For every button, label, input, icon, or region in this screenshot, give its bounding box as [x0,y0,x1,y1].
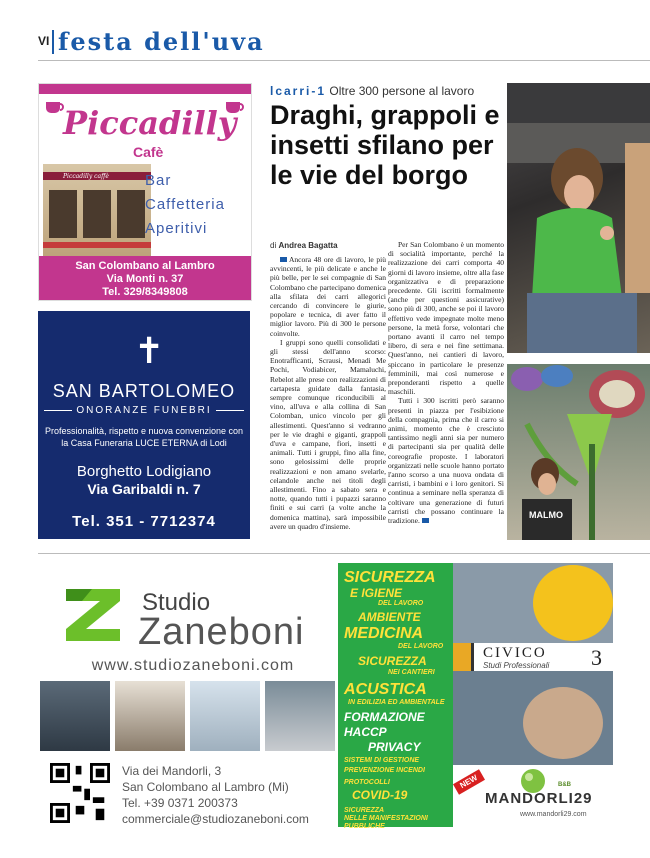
doctor-photo [190,681,260,751]
safety-services-ad[interactable] [338,563,453,830]
car-photo [265,681,335,751]
paragraph-marker [280,257,287,262]
header-rule [38,60,650,61]
service-line: COVID-19 [352,788,408,802]
civico-subtitle: Studi Professionali [483,661,550,670]
funeral-home-phone: Tel. 351 - 7712374 [72,513,216,530]
shirt-text: MALMO [529,510,563,520]
flower-decoration-photo [507,364,650,540]
new-badge: NEW [453,769,485,794]
funeral-home-city: Borghetto Lodigiano [76,463,212,480]
service-line: SICUREZZA [344,807,385,814]
civico-name: CIVICO [483,645,547,661]
piccadilly-address: Via Monti n. 37 [106,273,184,285]
funeral-home-name: SAN BARTOLOMEO [52,381,236,401]
article-kicker: lcarri-1 Oltre 300 persone al lavoro [270,84,475,98]
meeting-photo [115,681,185,751]
section-divider [38,553,650,554]
piccadilly-town: San Colombano al Lambro [75,260,215,272]
article-column-1 [270,255,386,531]
service-line: E IGIENE [350,586,403,600]
service-line: SICUREZZA [358,654,427,668]
zaneboni-logo-icon [62,585,124,645]
zaneboni-contact [122,763,309,827]
header-divider [52,30,54,54]
service-line: PRIVACY [368,740,421,754]
article-column-2 [388,240,504,525]
zaneboni-email[interactable]: commerciale@studiozaneboni.com [122,812,309,826]
zaneboni-address: Via dei Mandorli, 3 [122,764,222,778]
article-paragraph: I gruppi sono quelli consolidati e gli stessi dell'anno scorso: Enotrafficanti, Scrausi, Menadi Me Pochi, Vodiabicer, Mamaluchi, Rebelot alle prese con realizzazioni di cartapesta guidate dalla fantasia, sempre comunque riconducibili al vino, all'uva e alla collina di San Colomban, unico vincolo per gli allestimenti. Quest'anno si vedranno per le vie draghi e giganti, grappoli d'uva e campane, fiori, insetti e animali. Tutti i gruppi, fino alla fine, sono gelosissimi delle proprie realizzazioni e non amano svelarle, celandole anche nei titoli degli allestimenti. Fino a sabato sera e notte, quando tutti i pupazzi saranno finiti e sui carri (a volte anche la domenica mattina), sarà impossibile avere un quadro d'insieme. [270,337,386,531]
service-aperitivi: Aperitivi [145,220,208,237]
zaneboni-website: www.studiozaneboni.com [91,657,295,674]
mandorli-url[interactable]: www.mandorli29.com [520,811,587,818]
service-line: IN EDILIZIA ED AMBIENTALE [348,699,445,706]
studio-label: Studio [142,589,211,616]
article-paragraph: Per San Colombano è un momento di socialità importante, perché la realizzazione dei carri comporta 40 giorni di lavoro insieme, oltre alla fase organizzativa e di preparazione precedente. Gli iscritti formalmente (anche per questioni assicurative) sono più di 300, anche se poi il lavoro effettivo vede impegnate molte meno persone, la metà forse, volontari che portano avanti il carro nel tempo libero, di sera e nei fine settimana. Quest'anno, nei cantieri di lavoro, spiccano in particolare le presenze femminili, mai così numerose e preponderanti rispetto a quelle maschili. [388,240,505,397]
studio-zaneboni-ad[interactable] [38,563,338,843]
cross-icon: ✝ [134,331,165,372]
service-caffetteria: Caffetteria [145,196,225,213]
service-line: FORMAZIONE [344,710,425,724]
service-line: PREVENZIONE INCENDI [344,767,425,774]
piccadilly-phone: Tel. 329/8349808 [102,286,188,298]
piccadilly-ad[interactable] [38,83,252,301]
civico-number: 3 [591,645,602,670]
service-line: ACUSTICA [344,681,427,698]
service-line: AMBIENTE [358,610,421,624]
service-line: DEL LAVORO [398,643,444,650]
end-marker [422,518,429,523]
service-bar: Bar [145,172,172,189]
zaneboni-town: San Colombano al Lambro (Mi) [122,780,289,794]
mandorli-tag: B&B [558,782,571,788]
piccadilly-cafe-label: Cafè [133,144,164,160]
page-number: VI [38,34,50,48]
san-bartolomeo-ad[interactable] [38,311,250,539]
service-line: DEL LAVORO [378,600,424,607]
article-paragraph: Ancora 48 ore di lavoro, le più avvincenti, le più delicate e anche le più belle, per le sei compagnie di San Colombano che partecipano domenica alla sfilata dei carri allegorici cercando di convincere le giurie, popolare e tecnica, di aver fatto il miglior lavoro. Più di 300 le persone coinvolte. [270,255,386,338]
funeral-home-address: Via Garibaldi n. 7 [87,481,201,497]
zaneboni-photo-strip [38,681,338,751]
piccadilly-logo: Piccadilly [63,104,237,142]
piccadilly-footer [39,256,251,300]
photo-illustration [507,83,650,353]
storefront-sign: Piccadilly caffè [63,173,109,180]
service-line: SICUREZZA [344,569,436,586]
service-line: MEDICINA [344,625,424,642]
zaneboni-phone: Tel. +39 0371 200373 [122,796,238,810]
service-line: NELLE MANIFESTAZIONI PUBBLICHE [344,815,428,830]
mandorli-name: MANDORLI29 [485,790,593,807]
civico-ad[interactable] [453,563,613,827]
funeral-home-subtitle: ONORANZE FUNEBRI [38,405,250,416]
office-photo [40,681,110,751]
service-line: SISTEMI DI GESTIONE [344,757,420,764]
qr-code-icon[interactable] [50,763,110,823]
funeral-home-description: Professionalità, rispetto e nuova convenzione con la Casa Funeraria LUCE ETERNA di Lodi [44,426,244,448]
article-paragraph: Tutti i 300 iscritti però saranno presenti in piazza per l'esibizione della compagnia, prima che il carro si animi, momento che è cresciuto tantissimo negli anni sia per numero di partecipanti sia per qualità delle coreografie proposte. I laboratori organizzati nelle scuole hanno portato l'anno scorso a una nuova ondata di carristi, i bambini e i loro genitori. Si continua a seminare nella speranza di coltivare una generazione di futuri carristi che possano continuare la tradizione. [388,396,504,526]
zaneboni-brand: Zaneboni [138,611,305,653]
article-byline: di Andrea Bagatta [270,241,338,250]
girl-painting-photo [507,83,650,353]
service-line: PROTOCOLLI [344,779,390,786]
article-headline: Draghi, grappoli e insetti sfilano per le vie del borgo [270,100,500,190]
ad-top-band [39,84,251,94]
section-title: festa dell'uva [58,27,265,56]
service-line: HACCP [344,725,387,739]
service-line: NEI CANTIERI [388,669,435,676]
